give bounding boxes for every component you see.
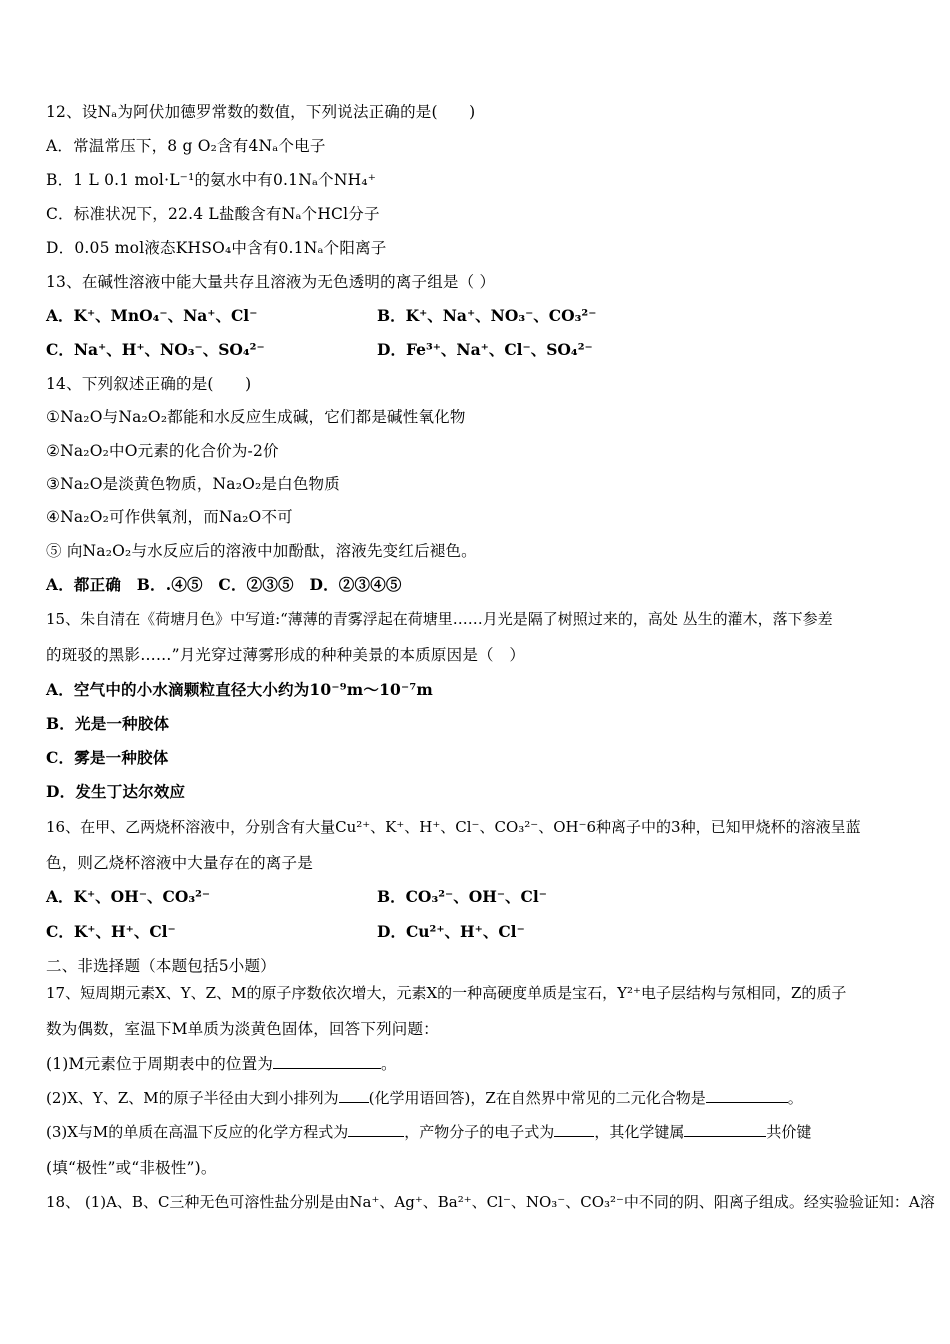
q17-blank-1[interactable] — [273, 1054, 381, 1069]
q17-part-3-mid2: ，其化学键属 — [594, 1123, 685, 1141]
q17-part-3 — [46, 1122, 811, 1142]
q17-blank-3[interactable] — [706, 1088, 788, 1103]
q12-stem: 12、设Nₐ为阿伏加德罗常数的数值，下列说法正确的是( ) — [46, 103, 476, 121]
q15-option-c: C．雾是一种胶体 — [46, 748, 169, 767]
q17-part-1-text: (1)M元素位于周期表中的位置为 — [46, 1055, 274, 1073]
q12-option-b: B．1 L 0.1 mol·L⁻¹的氨水中有0.1Nₐ个NH₄⁺ — [46, 171, 377, 189]
q14-statement-1: ①Na₂O与Na₂O₂都能和水反应生成碱，它们都是碱性氧化物 — [46, 408, 466, 426]
q15-stem-line2: 的斑驳的黑影……”月光穿过薄雾形成的种种美景的本质原因是（ ） — [46, 646, 526, 664]
q17-part-2-end: 。 — [787, 1089, 803, 1107]
q17-part-1 — [46, 1054, 397, 1074]
q12-option-d: D．0.05 mol液态KHSO₄中含有0.1Nₐ个阳离子 — [46, 239, 387, 257]
q17-part-3-mid1: ，产物分子的电子式为 — [404, 1123, 555, 1141]
q16-stem-line2: 色，则乙烧杯溶液中大量存在的离子是 — [46, 854, 313, 872]
q17-blank-5[interactable] — [554, 1122, 594, 1137]
q17-part-3-end: (填“极性”或“非极性”)。 — [46, 1159, 217, 1177]
q12-option-c: C．标准状况下，22.4 L盐酸含有Nₐ个HCl分子 — [46, 205, 380, 223]
q17-stem-line1: 17、短周期元素X、Y、Z、M的原子序数依次增大，元素X的一种高硬度单质是宝石，Y²⁺电子层结构与氖相同，Z的质子 — [46, 984, 847, 1002]
q15-option-d: D．发生丁达尔效应 — [46, 782, 186, 801]
q12-option-a: A．常温常压下，8 g O₂含有4Nₐ个电子 — [46, 137, 326, 155]
q14-statement-5: ⑤ 向Na₂O₂与水反应后的溶液中加酚酞，溶液先变红后褪色。 — [46, 542, 477, 560]
q14-statement-3: ③Na₂O是淡黄色物质，Na₂O₂是白色物质 — [46, 475, 340, 493]
q14-statement-4: ④Na₂O₂可作供氧剂，而Na₂O不可 — [46, 508, 293, 526]
q17-part-3-text: (3)X与M的单质在高温下反应的化学方程式为 — [46, 1123, 349, 1141]
q17-part-2-mid: (化学用语回答)，Z在自然界中常见的二元化合物是 — [368, 1089, 706, 1107]
q17-stem-line2: 数为偶数，室温下M单质为淡黄色固体，回答下列问题： — [46, 1020, 439, 1038]
q14-stem: 14、下列叙述正确的是( ) — [46, 375, 252, 393]
q14-statement-2: ②Na₂O₂中O元素的化合价为-2价 — [46, 442, 279, 460]
q17-blank-4[interactable] — [348, 1122, 404, 1137]
q16-stem-line1: 16、在甲、乙两烧杯溶液中，分别含有大量Cu²⁺、K⁺、H⁺、Cl⁻、CO₃²⁻、OH⁻6种离子中的3种，已知甲烧杯的溶液呈蓝 — [46, 818, 861, 836]
q15-option-a: A．空气中的小水滴颗粒直径大小约为10⁻⁹m～10⁻⁷m — [46, 680, 434, 699]
q17-blank-6[interactable] — [684, 1122, 766, 1137]
q16-option-a: A．K⁺、OH⁻、CO₃²⁻ — [46, 887, 211, 906]
q13-option-c: C．Na⁺、H⁺、NO₃⁻、SO₄²⁻ — [46, 340, 265, 359]
q15-option-b: B．光是一种胶体 — [46, 714, 170, 733]
q17-part-3-mid3: 共价键 — [766, 1123, 812, 1141]
q13-option-a: A．K⁺、MnO₄⁻、Na⁺、Cl⁻ — [46, 306, 258, 325]
q13-option-d: D．Fe³⁺、Na⁺、Cl⁻、SO₄²⁻ — [377, 340, 593, 359]
q17-blank-2[interactable] — [339, 1088, 369, 1103]
q18-stem-line1: 18、 (1)A、B、C三种无色可溶性盐分别是由Na⁺、Ag⁺、Ba²⁺、Cl⁻、NO₃⁻、CO₃²⁻中不同的阴、阳离子组成。经实验验证知：A溶 — [46, 1193, 935, 1211]
q16-option-c: C．K⁺、H⁺、Cl⁻ — [46, 922, 176, 941]
q16-option-d: D．Cu²⁺、H⁺、Cl⁻ — [377, 922, 525, 941]
q13-option-b: B．K⁺、Na⁺、NO₃⁻、CO₃²⁻ — [377, 306, 597, 325]
q17-part-1-end: 。 — [381, 1055, 397, 1073]
section-2-heading: 二、非选择题（本题包括5小题） — [46, 957, 276, 975]
q17-part-2-text: (2)X、Y、Z、M的原子半径由大到小排列为 — [46, 1089, 339, 1107]
q15-stem-line1: 15、朱自清在《荷塘月色》中写道:“薄薄的青雾浮起在荷塘里……月光是隔了树照过来的，高处 丛生的灌木，落下参差 — [46, 610, 833, 628]
q14-options: A．都正确 B．.④⑤ C．②③⑤ D．②③④⑤ — [46, 575, 402, 594]
q17-part-2 — [46, 1088, 803, 1108]
q16-option-b: B．CO₃²⁻、OH⁻、Cl⁻ — [377, 887, 547, 906]
q13-stem: 13、在碱性溶液中能大量共存且溶液为无色透明的离子组是（ ） — [46, 273, 496, 291]
